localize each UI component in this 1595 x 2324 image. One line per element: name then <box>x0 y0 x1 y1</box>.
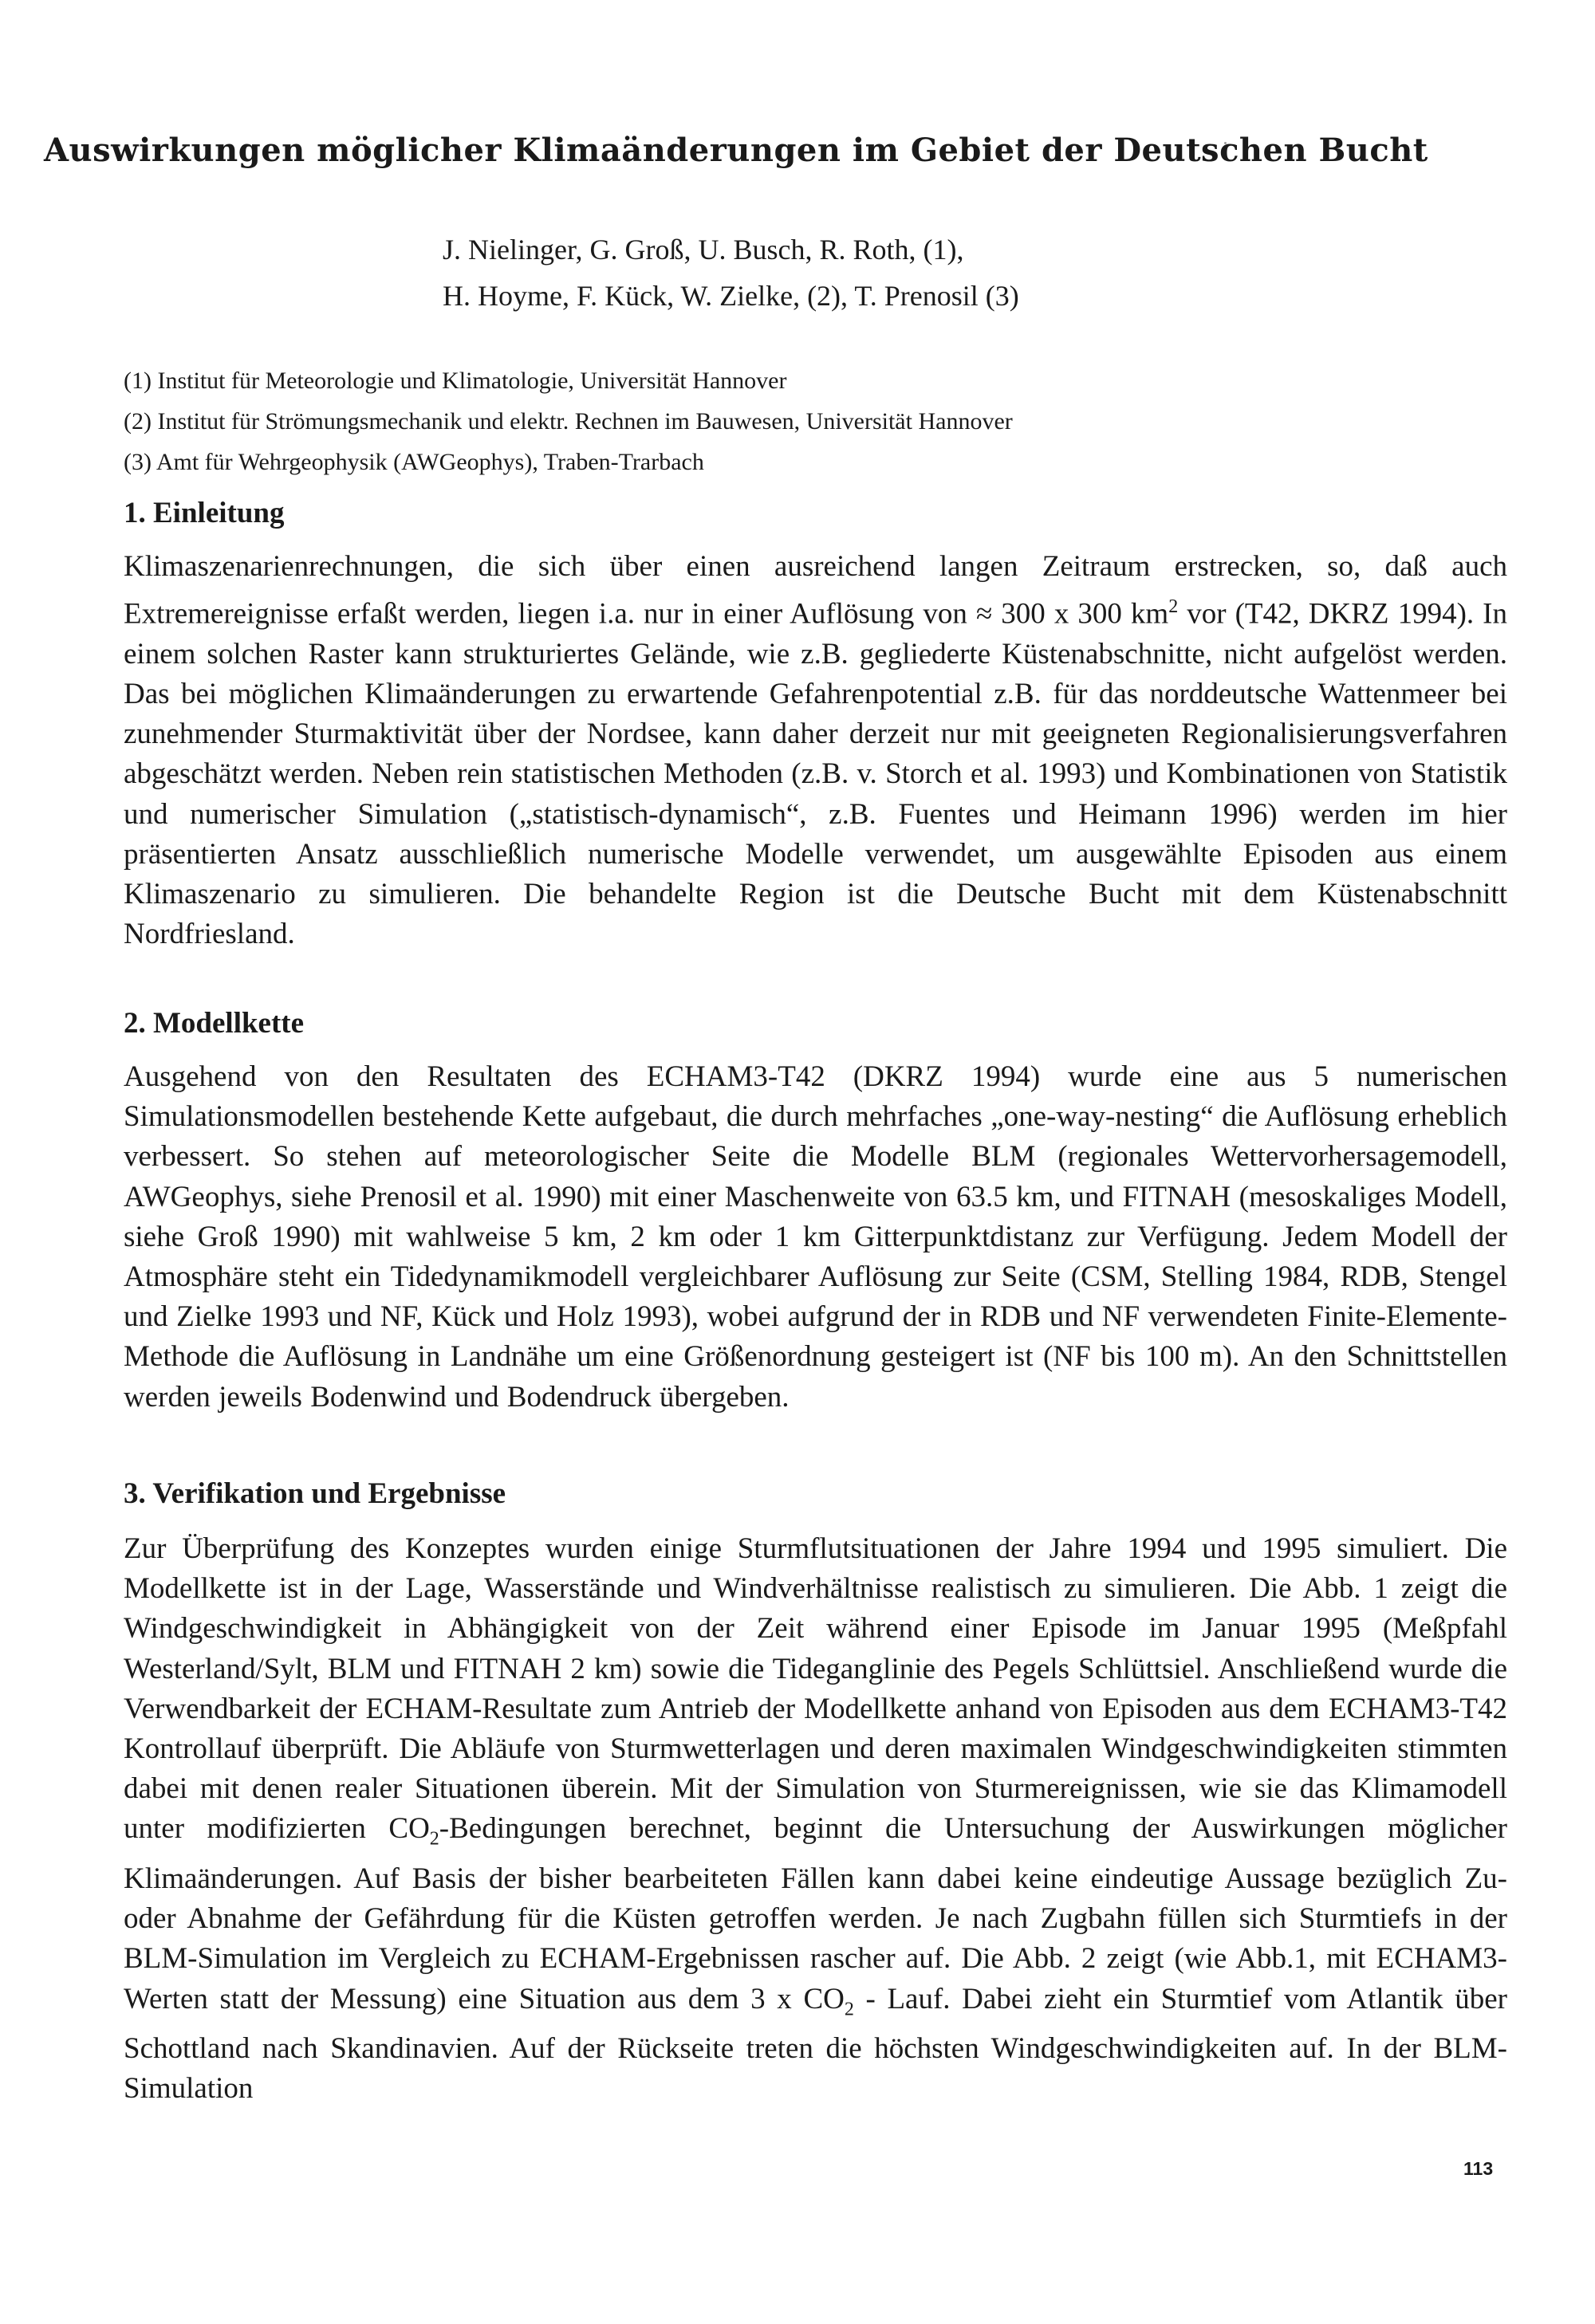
paragraph-text: vor (T42, DKRZ 1994). In einem solchen Raster kann strukturiertes Gelände, wie z.B. gegliederte Küstenabschnitte, nicht aufgelöst werden. Das bei möglichen Klimaänderungen zu erwartende Gefahrenpotential z.B. für das norddeutsche Wattenmeer bei zunehmender Sturmaktivität über der Nordsee, kann daher derzeit nur mit geeigneten Regionalisierungsverfahren abgeschätzt werden. Neben rein statistischen Methoden (z.B. v. Storch et al. 1993) und Kombinationen von Statistik und numerischer Simulation („statistisch-dynamisch“, z.B. Fuentes und Heimann 1996) werden im hier präsentierten Ansatz ausschließlich numerische Modelle verwendet, um ausgewählte Episoden aus einem Klimaszenario zu simulieren. Die behandelte Region ist die Deutsche Bucht mit dem Küstenabschnitt Nordfriesland. <box>124 597 1507 951</box>
paragraph-text: -Bedingungen berechnet, beginnt die Untersuchung der Auswirkungen möglicher Klimaänderungen. Auf Basis der bisher bearbeiteten Fällen kann dabei keine eindeutige Aussage bezüglich Zu- oder Abnahme der Gefährdung für die Küsten getroffen werden. Je nach Zugbahn füllen sich Sturmtiefs in der BLM-Simulation im Vergleich zu ECHAM-Ergebnissen rascher auf. Die Abb. 2 zeigt (wie Abb.1, mit ECHAM3-Werten statt der Messung) eine Situation aus dem 3 x CO <box>124 1812 1507 2015</box>
author-line: J. Nielinger, G. Groß, U. Busch, R. Roth, (1), <box>443 234 964 265</box>
subscript: 2 <box>844 1999 854 2020</box>
affiliation-line: (3) Amt für Wehrgeophysik (AWGeophys), Traben-Trarbach <box>124 449 704 475</box>
section-heading-verifikation: 3. Verifikation und Ergebnisse <box>124 1477 506 1510</box>
superscript: 2 <box>1168 596 1179 618</box>
section-paragraph-modellkette: Ausgehend von den Resultaten des ECHAM3-T42 (DKRZ 1994) wurde eine aus 5 numerischen Simulationsmodellen bestehende Kette aufgebaut, die durch mehrfaches „one-way-nesting“ die Auflösung erheblich verbessert. So stehen auf meteorologischer Seite die Modelle BLM (regionales Wettervorhersagemodell, AWGeophys, siehe Prenosil et al. 1990) mit einer Maschenweite von 63.5 km, und FITNAH (mesoskaliges Modell, siehe Groß 1990) mit wahlweise 5 km, 2 km oder 1 km Gitterpunktdistanz zur Verfügung. Jedem Modell der Atmosphäre steht ein Tidedynamikmodell vergleichbarer Auflösung zur Seite (CSM, Stelling 1984, RDB, Stengel und Zielke 1993 und NF, Kück und Holz 1993), wobei aufgrund der in RDB und NF verwendeten Finite-Elemente-Methode die Auflösung in Landnähe um eine Größenordnung gesteigert ist (NF bis 100 m). An den Schnittstellen werden jeweils Bodenwind und Bodendruck übergeben. <box>124 1060 1507 1414</box>
affiliation-list <box>124 360 1519 482</box>
page-number: 113 <box>1463 2158 1494 2179</box>
author-list <box>443 226 1400 319</box>
paper-title: Auswirkungen möglicher Klimaänderungen im Gebiet der Deutschen Bucht <box>44 132 1428 169</box>
author-line: H. Hoyme, F. Kück, W. Zielke, (2), T. Prenosil (3) <box>443 280 1019 312</box>
paragraph-text: Zur Überprüfung des Konzeptes wurden einige Sturmflutsituationen der Jahre 1994 und 1995 simuliert. Die Modellkette ist in der Lage, Wasserstände und Windverhältnisse realistisch zu simulieren. Die Abb. 1 zeigt die Windgeschwindigkeit in Abhängigkeit von der Zeit während einer Episode im Januar 1995 (Meßpfahl Westerland/Sylt, BLM und FITNAH 2 km) sowie die Tideganglinie des Pegels Schlüttsiel. Anschließend wurde die Verwendbarkeit der ECHAM-Resultate zum Antrieb der Modellkette anhand von Episoden aus dem ECHAM3-T42 Kontrollauf überprüft. Die Abläufe von Sturmwetterlagen und deren maximalen Windgeschwindigkeiten stimmten dabei mit denen realer Situationen überein. Mit der Simulation von Sturmereignissen, wie sie das Klimamodell unter modifizierten CO <box>124 1532 1507 1846</box>
affiliation-line: (2) Institut für Strömungsmechanik und elektr. Rechnen im Bauwesen, Universität Hannover <box>124 408 1013 435</box>
section-paragraph-einleitung <box>124 547 1507 954</box>
paragraph-text: Klimaszenarienrechnungen, die sich über einen ausreichend langen Zeitraum erstrecken, so, daß auch Extremereignisse erfaßt werden, liegen i.a. nur in einer Auflösung von ≈ 300 x 300 km <box>124 550 1507 631</box>
section-paragraph-verifikation <box>124 1529 1507 2110</box>
paragraph-text: - Lauf. Dabei zieht ein Sturmtief vom Atlantik über Schottland nach Skandinavien. Auf der Rückseite treten die höchsten Windgeschwindigkeiten auf. In der BLM-Simulation <box>124 1982 1507 2106</box>
subscript: 2 <box>429 1828 439 1850</box>
affiliation-line: (1) Institut für Meteorologie und Klimatologie, Universität Hannover <box>124 368 787 394</box>
section-heading-einleitung: 1. Einleitung <box>124 497 285 529</box>
section-heading-modellkette: 2. Modellkette <box>124 1007 305 1040</box>
